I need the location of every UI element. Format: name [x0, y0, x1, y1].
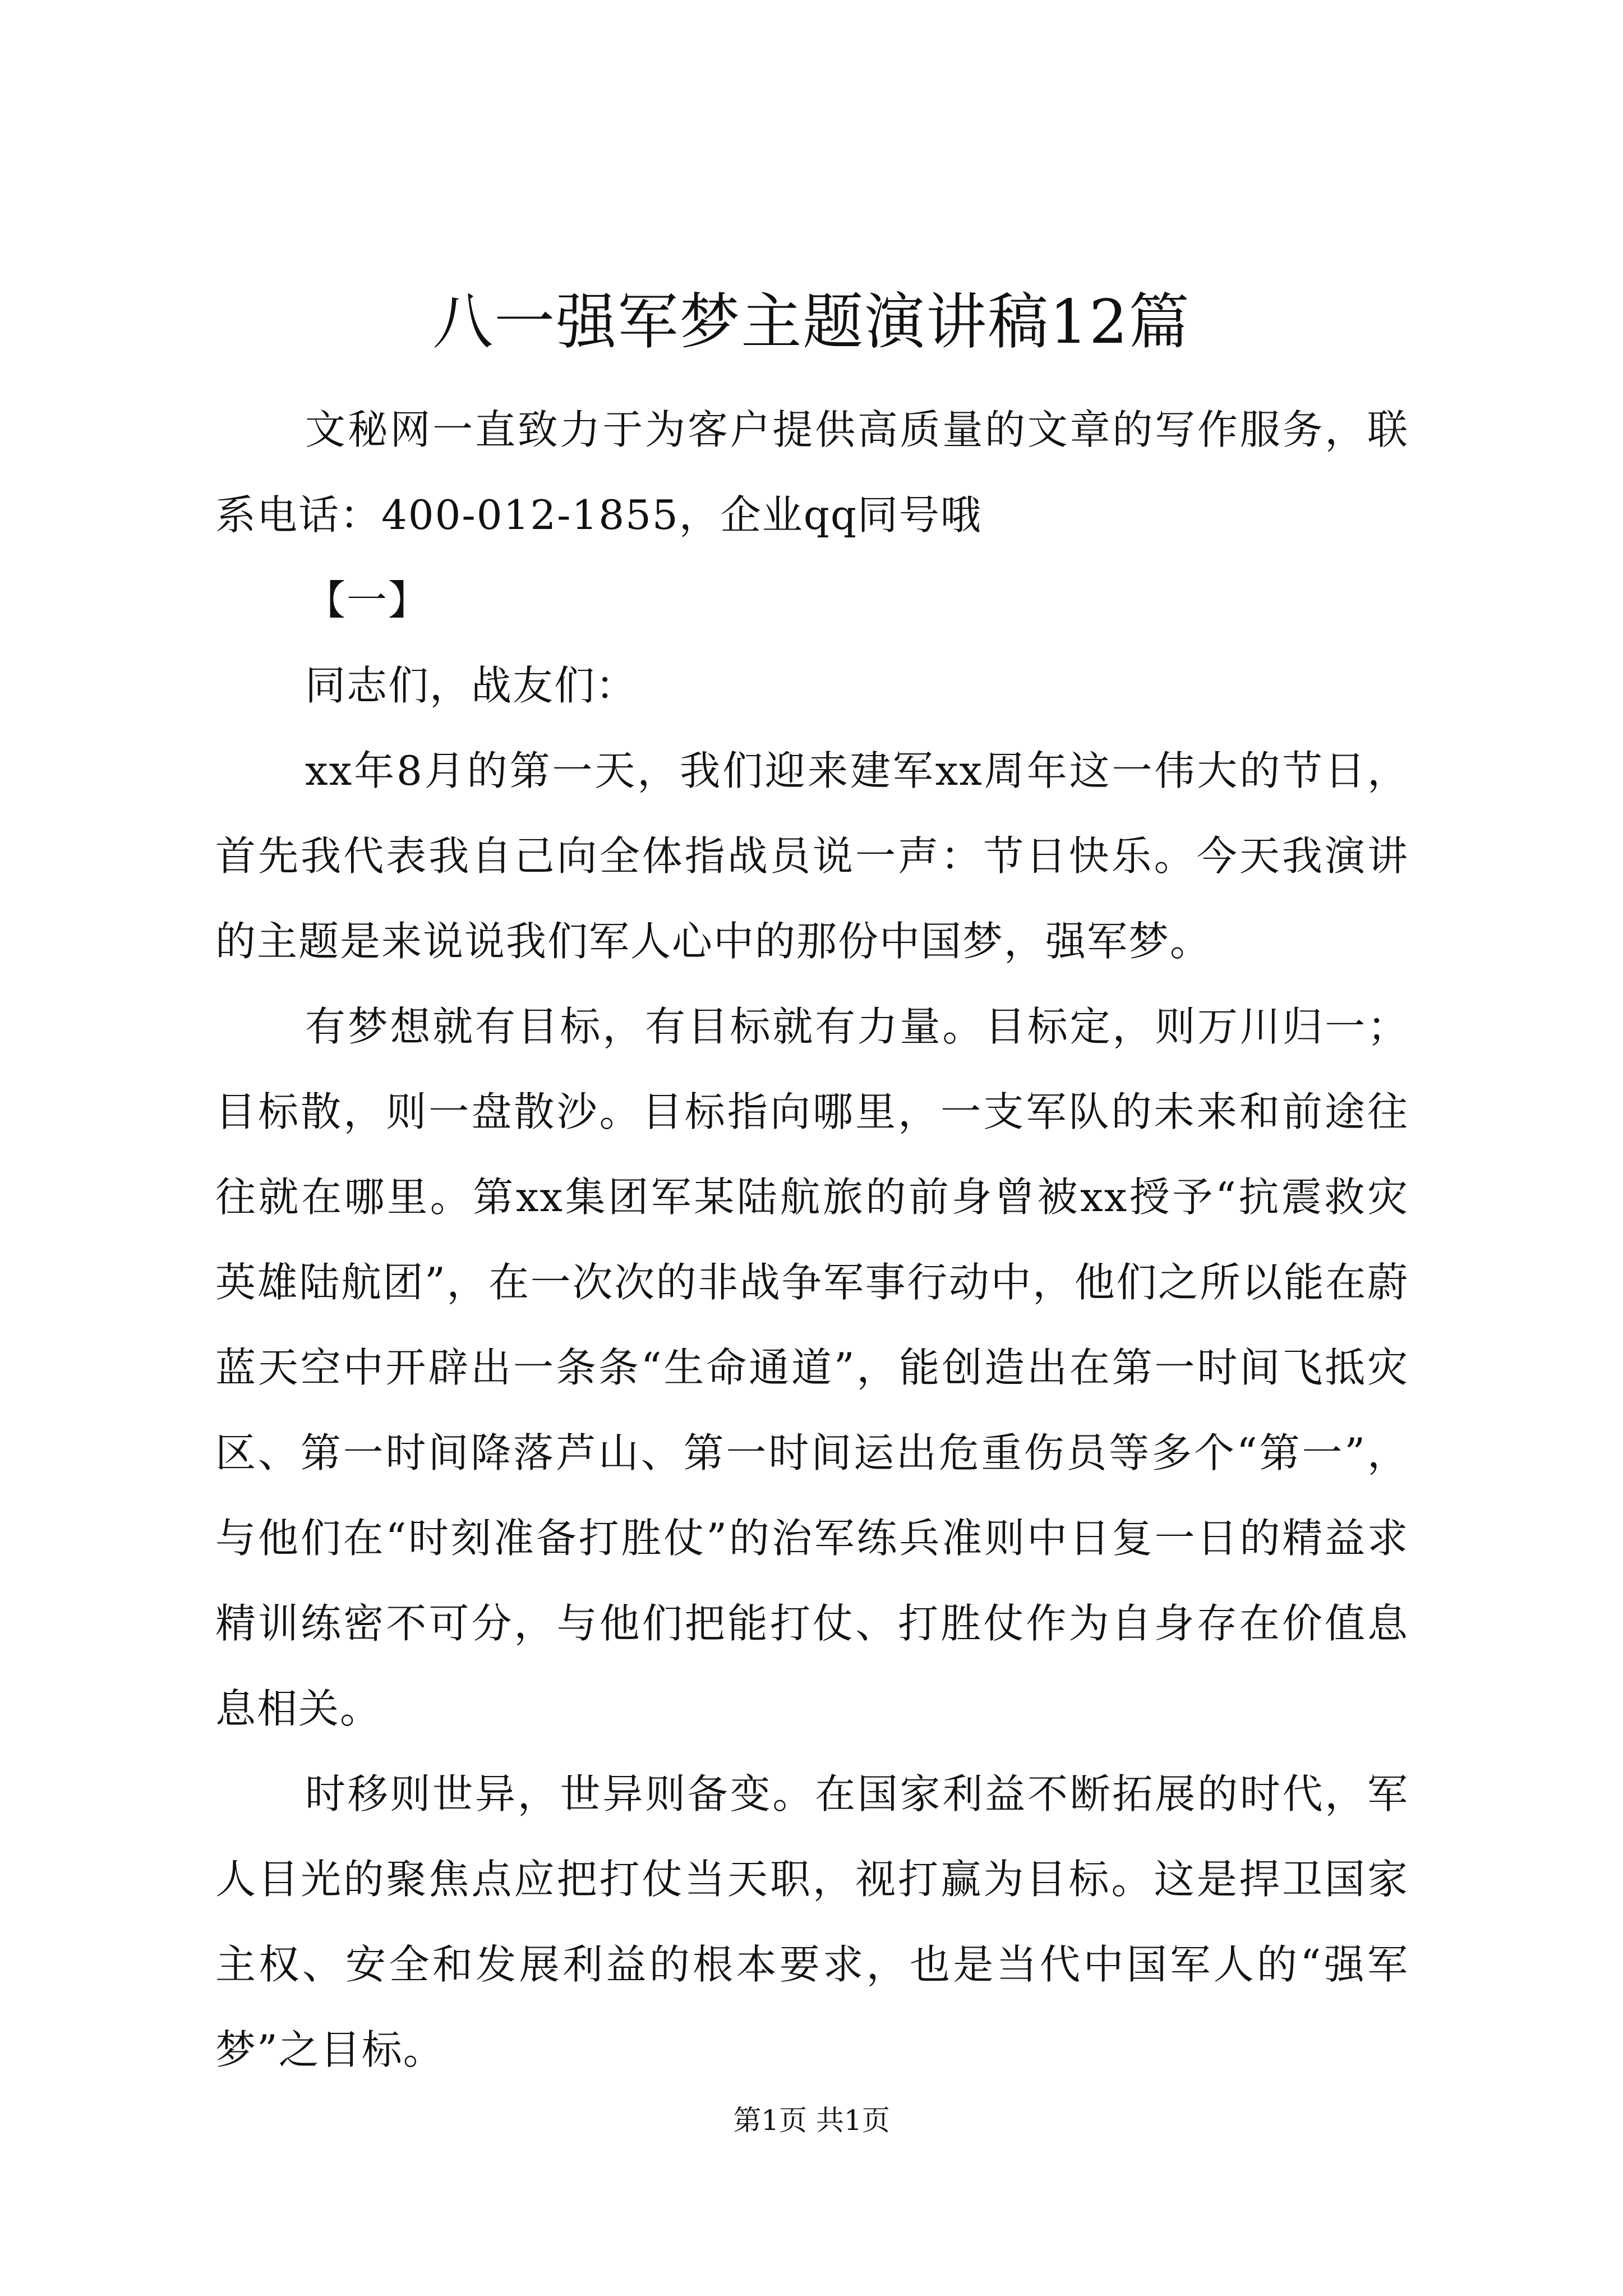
body-paragraph: xx年8月的第一天，我们迎来建军xx周年这一伟大的节日，首先我代表我自己向全体指战员说一声：节日快乐。今天我演讲的主题是来说说我们军人心中的那份中国梦，强军梦。	[215, 747, 1409, 965]
intro-paragraph: 文秘网一直致力于为客户提供高质量的文章的写作服务，联系电话：400-012-1855，企业qq同号哦	[215, 406, 1409, 539]
page-footer: 第1页 共1页	[733, 2104, 890, 2137]
body-paragraph: 有梦想就有目标，有目标就有力量。目标定，则万川归一；目标散，则一盘散沙。目标指向哪里，一支军队的未来和前途往往就在哪里。第xx集团军某陆航旅的前身曾被xx授予“抗震救灾英雄陆航团”，在一次次的非战争军事行动中，他们之所以能在蔚蓝天空中开辟出一条条“生命通道”，能创造出在第一时间飞抵灾区、第一时间降落芦山、第一时间运出危重伤员等多个“第一”，与他们在“时刻准备打胜仗”的治军练兵准则中日复一日的精益求精训练密不可分，与他们把能打仗、打胜仗作为自身存在价值息息相关。	[215, 1003, 1409, 1732]
document-body	[215, 387, 1409, 2092]
section-heading: 【一】	[305, 577, 430, 624]
body-paragraph: 时移则世异，世异则备变。在国家利益不断拓展的时代，军人目光的聚焦点应把打仗当天职，视打赢为目标。这是捍卫国家主权、安全和发展利益的根本要求，也是当代中国军人的“强军梦”之目标。	[215, 1770, 1409, 2073]
document-title: 八一强军梦主题演讲稿12篇	[432, 287, 1191, 357]
salutation-paragraph: 同志们，战友们：	[305, 662, 638, 709]
